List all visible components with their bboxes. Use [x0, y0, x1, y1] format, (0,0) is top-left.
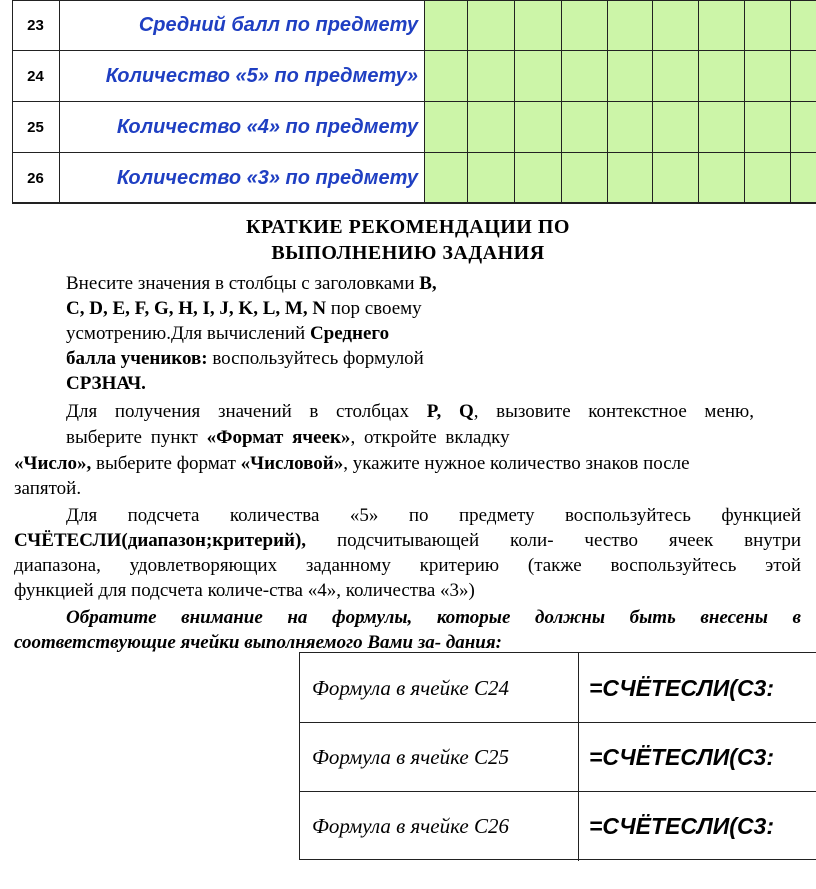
section-heading: ВЫПОЛНЕНИЮ ЗАДАНИЯ: [271, 242, 545, 264]
grade-cell[interactable]: [791, 51, 816, 101]
paragraph-line: [66, 297, 422, 321]
grade-cell[interactable]: [425, 153, 467, 203]
text-bold: P, Q: [426, 401, 474, 422]
grid-line: [514, 0, 515, 203]
grade-cell[interactable]: [468, 153, 514, 203]
grid-line: [607, 0, 608, 203]
paragraph-line: [66, 606, 801, 630]
grade-cell[interactable]: [608, 153, 652, 203]
text-bold: СРЗНАЧ.: [66, 373, 146, 394]
grade-cells: [424, 51, 816, 101]
text: диапазона, удовлетворяющих заданному критерию (также воспользуйтесь этой: [14, 555, 801, 576]
grade-cell[interactable]: [515, 102, 561, 152]
text-bold: C, D, E, F, G, H, I, J, K, L, M, N: [66, 298, 327, 319]
text: выберите формат: [91, 453, 241, 474]
formula-label: Формула в ячейке С24: [300, 653, 579, 723]
grade-cell[interactable]: [562, 51, 607, 101]
row-number: 24: [27, 67, 44, 85]
paragraph-line: [66, 347, 424, 371]
row-label: Количество «5» по предмету»: [105, 64, 418, 87]
grid-line: [467, 0, 468, 203]
grid-line: [12, 101, 816, 102]
paragraph-line: [14, 579, 475, 603]
text: функцией для подсчета количе-ства «4», количества «3»): [14, 580, 475, 601]
table-row: [12, 153, 816, 203]
grade-cell[interactable]: [699, 0, 744, 50]
grid-line: [790, 0, 791, 203]
grade-cell[interactable]: [468, 102, 514, 152]
text-bold-italic: Обратите внимание на формулы, которые должны быть внесены в: [66, 607, 801, 628]
text: запятой.: [14, 478, 82, 499]
paragraph-line: [14, 452, 690, 476]
grid-line: [12, 152, 816, 153]
text-bold-italic: соответствующие ячейки выполняемого Вами за- дания:: [14, 632, 502, 653]
text-bold: B,: [419, 273, 437, 294]
text: выберите пункт: [66, 427, 207, 448]
formula-label: Формула в ячейке С25: [300, 723, 579, 792]
row-number: 26: [27, 169, 44, 187]
text: пор своему: [326, 298, 422, 319]
row-label: Количество «4» по предмету: [116, 115, 418, 138]
text-bold: Среднего: [309, 323, 390, 344]
formula-value: =СЧЁТЕСЛИ(С3:: [589, 744, 775, 770]
grade-cell[interactable]: [515, 0, 561, 50]
formula-row: [300, 653, 816, 723]
paragraph-line: [66, 426, 510, 450]
grade-cell[interactable]: [791, 102, 816, 152]
grade-cell[interactable]: [745, 51, 790, 101]
text: воспользуйтесь формулой: [207, 348, 424, 369]
grid-line: [698, 0, 699, 203]
formula-row: [300, 722, 816, 792]
paragraph-line: [14, 554, 801, 578]
grade-cell[interactable]: [699, 51, 744, 101]
grade-cell[interactable]: [562, 102, 607, 152]
paragraph-line: [66, 372, 146, 396]
grade-cell[interactable]: [653, 102, 698, 152]
grade-cell[interactable]: [653, 51, 698, 101]
grid-line: [424, 0, 425, 203]
grade-cell[interactable]: [425, 102, 467, 152]
grade-cell[interactable]: [699, 153, 744, 203]
grade-cell[interactable]: [608, 102, 652, 152]
row-label: Средний балл по предмету: [138, 13, 418, 36]
grid-line: [12, 0, 816, 1]
paragraph-line: [66, 504, 801, 528]
grade-cell[interactable]: [791, 153, 816, 203]
grid-line: [12, 0, 13, 203]
text: Внесите значения в столбцы с заголовками: [66, 273, 420, 294]
text-bold: балла учеников:: [66, 348, 208, 369]
text: Для подсчета количества «5» по предмету воспользуйтесь функцией: [66, 505, 801, 526]
formula-value: =СЧЁТЕСЛИ(С3:: [589, 813, 775, 839]
text: Для получения значений в столбцах: [66, 401, 427, 422]
text: , вызовите контекстное меню,: [473, 401, 754, 422]
grade-cell[interactable]: [791, 0, 816, 50]
grade-cell[interactable]: [745, 0, 790, 50]
grade-cell[interactable]: [562, 153, 607, 203]
grade-cell[interactable]: [425, 51, 467, 101]
grade-cell[interactable]: [608, 51, 652, 101]
grade-cell[interactable]: [699, 102, 744, 152]
grade-cell[interactable]: [653, 0, 698, 50]
section-heading: КРАТКИЕ РЕКОМЕНДАЦИИ ПО: [246, 216, 570, 238]
grade-cell[interactable]: [745, 153, 790, 203]
table-row: [12, 102, 816, 152]
grade-cell[interactable]: [468, 51, 514, 101]
formula-label: Формула в ячейке С26: [300, 792, 579, 861]
paragraph-line: [14, 529, 801, 553]
text: подсчитывающей коли- чество ячеек внутри: [306, 530, 801, 551]
text: , укажите нужное количество знаков после: [343, 453, 690, 474]
grade-cell[interactable]: [515, 153, 561, 203]
formula-value: =СЧЁТЕСЛИ(С3:: [589, 674, 775, 701]
table-row: [12, 51, 816, 101]
grid-line: [744, 0, 745, 203]
paragraph-line: [14, 477, 81, 501]
grid-line: [12, 50, 816, 51]
row-label: Количество «3» по предмету: [116, 166, 418, 189]
grade-cell[interactable]: [468, 0, 514, 50]
paragraph-line: [66, 400, 754, 424]
grade-cells: [424, 153, 816, 203]
row-number: 23: [27, 16, 44, 34]
paragraph-line: [66, 272, 437, 296]
text: , откройте вкладку: [350, 427, 510, 448]
row-number: 25: [27, 118, 44, 136]
grade-cell[interactable]: [745, 102, 790, 152]
grade-cell[interactable]: [562, 0, 607, 50]
formula-table: [299, 652, 816, 860]
grade-cell[interactable]: [515, 51, 561, 101]
text: усмотрению.Для вычислений: [66, 323, 310, 344]
text-bold: «Формат ячеек»: [206, 427, 351, 448]
text-bold: «Число»,: [14, 453, 92, 474]
formula-row: [300, 791, 816, 861]
grid-line: [12, 202, 816, 204]
text-bold: СЧЁТЕСЛИ(диапазон;критерий),: [14, 530, 307, 551]
paragraph-line: [66, 322, 389, 346]
grades-table: [12, 0, 816, 203]
grade-cell[interactable]: [608, 0, 652, 50]
grid-line: [561, 0, 562, 203]
grid-line: [59, 0, 60, 203]
grade-cell[interactable]: [653, 153, 698, 203]
table-row: [12, 0, 816, 50]
grade-cells: [424, 102, 816, 152]
grid-line: [652, 0, 653, 203]
grade-cells: [424, 0, 816, 50]
grade-cell[interactable]: [425, 0, 467, 50]
text-bold: «Числовой»: [240, 453, 344, 474]
